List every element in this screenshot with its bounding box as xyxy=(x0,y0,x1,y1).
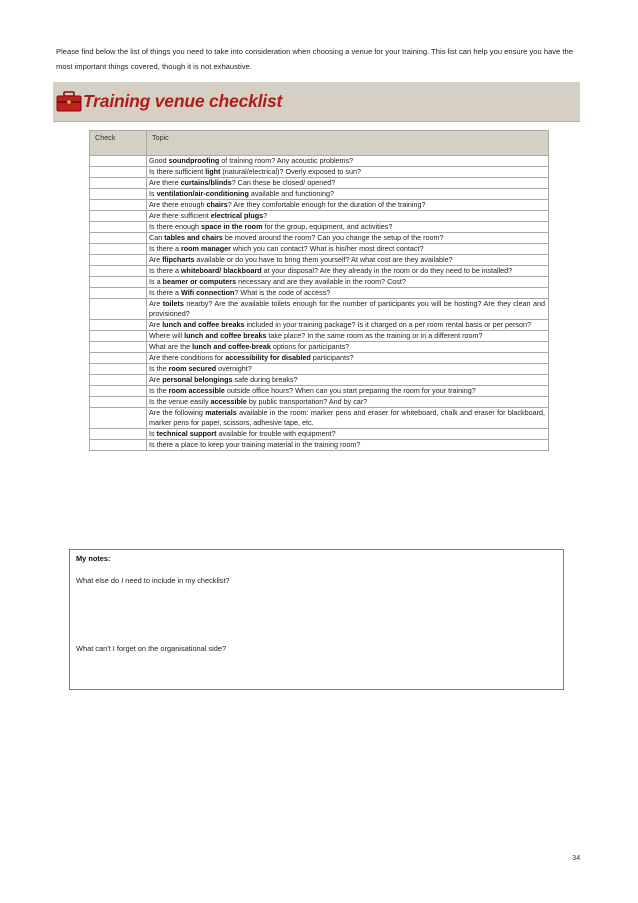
topic-text: Are there enough xyxy=(149,200,207,209)
topic-text: ? xyxy=(263,211,268,220)
check-cell[interactable] xyxy=(90,189,147,200)
table-row xyxy=(90,266,549,277)
topic-text: Is xyxy=(149,189,157,198)
table-row xyxy=(90,233,549,244)
check-cell[interactable] xyxy=(90,200,147,211)
topic-text: (natural/electrical)? Overly exposed to sun? xyxy=(220,167,361,176)
topic-keyword: soundproofing xyxy=(168,156,220,165)
topic-text: which you can contact? What is his/her most direct contact? xyxy=(230,244,424,253)
notes-question-1: What else do I need to include in my checklist? xyxy=(76,576,230,585)
table-row xyxy=(90,397,549,408)
topic-cell xyxy=(147,178,549,189)
table-row xyxy=(90,320,549,331)
intro-paragraph: Please find below the list of things you need to take into consideration when choosing a venue for your training. This list can help you ensure you have the most important things covered, though it is not exhaustive. xyxy=(56,47,573,71)
topic-cell xyxy=(147,375,549,386)
table-row xyxy=(90,255,549,266)
table-row xyxy=(90,299,549,320)
topic-cell xyxy=(147,299,549,320)
check-column-header: Check xyxy=(90,131,147,156)
table-row xyxy=(90,222,549,233)
check-cell[interactable] xyxy=(90,299,147,320)
check-cell[interactable] xyxy=(90,397,147,408)
check-cell[interactable] xyxy=(90,408,147,429)
check-cell[interactable] xyxy=(90,233,147,244)
topic-cell xyxy=(147,397,549,408)
topic-text: Where will xyxy=(149,331,185,340)
topic-text: Is there enough xyxy=(149,222,201,231)
topic-cell xyxy=(147,331,549,342)
topic-keyword: lunch and coffee breaks xyxy=(184,331,267,340)
notes-title: My notes: xyxy=(76,554,111,563)
check-cell[interactable] xyxy=(90,222,147,233)
topic-cell xyxy=(147,266,549,277)
topic-text: Are the following xyxy=(149,408,206,417)
notes-question-2: What can't I forget on the organisational side? xyxy=(76,644,227,653)
check-cell[interactable] xyxy=(90,266,147,277)
notes-box xyxy=(69,549,564,690)
topic-cell xyxy=(147,200,549,211)
topic-keyword: room secured xyxy=(168,364,217,373)
topic-text: Is a xyxy=(149,277,163,286)
topic-text: available in the room: marker pens and eraser for whiteboard, chalk and eraser for blackboard, marker pens for paper, scissors, adhesive tape, etc. xyxy=(149,408,545,427)
topic-text: be moved around the room? Can you change the setup of the room? xyxy=(222,233,444,242)
table-row xyxy=(90,440,549,451)
topic-keyword: curtains/blinds xyxy=(180,178,232,187)
check-cell[interactable] xyxy=(90,386,147,397)
table-row xyxy=(90,244,549,255)
topic-cell xyxy=(147,167,549,178)
section-banner xyxy=(53,82,580,122)
topic-cell xyxy=(147,189,549,200)
topic-keyword: accessibility for disabled xyxy=(225,353,311,362)
topic-text: for the group, equipment, and activities? xyxy=(262,222,393,231)
topic-keyword: Wifi connection xyxy=(180,288,235,297)
topic-cell xyxy=(147,353,549,364)
topic-text: ? What is the code of access? xyxy=(234,288,331,297)
page-number: 34 xyxy=(572,853,581,862)
topic-text: Is there sufficient xyxy=(149,167,206,176)
topic-keyword: ventilation/air-conditioning xyxy=(156,189,249,198)
venue-checklist-table xyxy=(89,130,549,451)
topic-keyword: lunch and coffee breaks xyxy=(162,320,245,329)
topic-text: Is there a xyxy=(149,244,181,253)
topic-text: Is the xyxy=(149,386,169,395)
topic-text: ? Can these be closed/ opened? xyxy=(231,178,336,187)
table-row xyxy=(90,375,549,386)
topic-text: Are there xyxy=(149,178,181,187)
topic-keyword: flipcharts xyxy=(162,255,195,264)
check-cell[interactable] xyxy=(90,440,147,451)
table-row xyxy=(90,211,549,222)
check-cell[interactable] xyxy=(90,375,147,386)
checklist-body xyxy=(90,156,549,451)
topic-text: available or do you have to bring them yourself? At what cost are they available? xyxy=(194,255,453,264)
topic-keyword: electrical plugs xyxy=(210,211,264,220)
topic-keyword: space in the room xyxy=(200,222,263,231)
topic-keyword: technical support xyxy=(156,429,217,438)
table-row xyxy=(90,288,549,299)
topic-cell xyxy=(147,429,549,440)
topic-text: available and functioning? xyxy=(248,189,334,198)
toolbox-icon xyxy=(56,91,82,112)
topic-text: participants? xyxy=(310,353,354,362)
check-cell[interactable] xyxy=(90,342,147,353)
topic-text: of training room? Any acoustic problems? xyxy=(219,156,354,165)
topic-keyword: personal belongings xyxy=(162,375,233,384)
topic-text: necessary and are they available in the room? Cost? xyxy=(236,277,406,286)
table-row xyxy=(90,429,549,440)
check-cell[interactable] xyxy=(90,178,147,189)
topic-text: safe during breaks? xyxy=(232,375,298,384)
table-row xyxy=(90,386,549,397)
check-cell[interactable] xyxy=(90,244,147,255)
topic-keyword: beamer or computers xyxy=(162,277,237,286)
topic-text: Can xyxy=(149,233,165,242)
check-cell[interactable] xyxy=(90,320,147,331)
topic-text: Is the venue easily xyxy=(149,397,211,406)
topic-keyword: chairs xyxy=(206,200,228,209)
topic-cell xyxy=(147,277,549,288)
topic-text: included in your training package? Is it charged on a per room rental basis or per person? xyxy=(244,320,531,329)
topic-text: available for trouble with equipment? xyxy=(216,429,336,438)
topic-cell xyxy=(147,222,549,233)
table-row xyxy=(90,167,549,178)
topic-text: Is there a xyxy=(149,288,181,297)
topic-text: by public transportation? And by car? xyxy=(246,397,368,406)
topic-text: nearby? Are the available toilets enough for the number of participants you will be hosting? Are they clean and provisioned? xyxy=(149,299,545,318)
topic-keyword: lunch and coffee-break xyxy=(192,342,271,351)
check-cell[interactable] xyxy=(90,277,147,288)
topic-text: Is there a xyxy=(149,266,181,275)
check-cell[interactable] xyxy=(90,156,147,167)
check-cell[interactable] xyxy=(90,255,147,266)
topic-text: at your disposal? Are they already in the room or do they need to be installed? xyxy=(261,266,513,275)
check-cell[interactable] xyxy=(90,429,147,440)
topic-text: ? Are they comfortable enough for the duration of the training? xyxy=(227,200,426,209)
table-row xyxy=(90,331,549,342)
topic-keyword: room accessible xyxy=(168,386,225,395)
table-row xyxy=(90,178,549,189)
topic-text: What are the xyxy=(149,342,193,351)
table-row xyxy=(90,353,549,364)
check-cell[interactable] xyxy=(90,288,147,299)
topic-keyword: accessible xyxy=(210,397,247,406)
topic-text: Are there conditions for xyxy=(149,353,226,362)
topic-cell xyxy=(147,408,549,429)
topic-cell xyxy=(147,233,549,244)
topic-text: Is the xyxy=(149,364,169,373)
topic-cell xyxy=(147,288,549,299)
topic-text: Is xyxy=(149,429,157,438)
topic-text: Are xyxy=(149,320,163,329)
topic-cell xyxy=(147,386,549,397)
topic-cell xyxy=(147,320,549,331)
check-cell[interactable] xyxy=(90,167,147,178)
topic-cell xyxy=(147,342,549,353)
check-cell[interactable] xyxy=(90,364,147,375)
section-title: Training venue checklist xyxy=(83,91,283,111)
topic-keyword: toilets xyxy=(162,299,184,308)
topic-text: Good xyxy=(149,156,169,165)
topic-text: Is there a place to keep your training material in the training room? xyxy=(149,440,361,449)
check-cell[interactable] xyxy=(90,353,147,364)
check-cell[interactable] xyxy=(90,331,147,342)
check-cell[interactable] xyxy=(90,211,147,222)
table-row xyxy=(90,156,549,167)
topic-text: Are xyxy=(149,299,163,308)
topic-keyword: materials xyxy=(205,408,237,417)
topic-cell xyxy=(147,364,549,375)
topic-keyword: room manager xyxy=(180,244,231,253)
topic-cell xyxy=(147,156,549,167)
topic-text: Are there sufficient xyxy=(149,211,211,220)
topic-cell xyxy=(147,440,549,451)
topic-keyword: whiteboard/ blackboard xyxy=(180,266,262,275)
topic-column-header: Topic xyxy=(147,131,549,156)
table-row xyxy=(90,189,549,200)
table-row xyxy=(90,408,549,429)
topic-text: Are xyxy=(149,375,163,384)
topic-text: outside office hours? When can you start preparing the room for your training? xyxy=(224,386,476,395)
topic-cell xyxy=(147,211,549,222)
topic-text: take place? In the same room as the training or in a different room? xyxy=(266,331,483,340)
topic-keyword: tables and chairs xyxy=(164,233,223,242)
topic-text: overnight? xyxy=(216,364,252,373)
table-row xyxy=(90,200,549,211)
topic-cell xyxy=(147,255,549,266)
table-row xyxy=(90,342,549,353)
table-row xyxy=(90,364,549,375)
table-row xyxy=(90,277,549,288)
topic-cell xyxy=(147,244,549,255)
topic-keyword: light xyxy=(205,167,221,176)
topic-text: options for participants? xyxy=(270,342,350,351)
topic-text: Are xyxy=(149,255,163,264)
table-header-row xyxy=(90,131,549,156)
